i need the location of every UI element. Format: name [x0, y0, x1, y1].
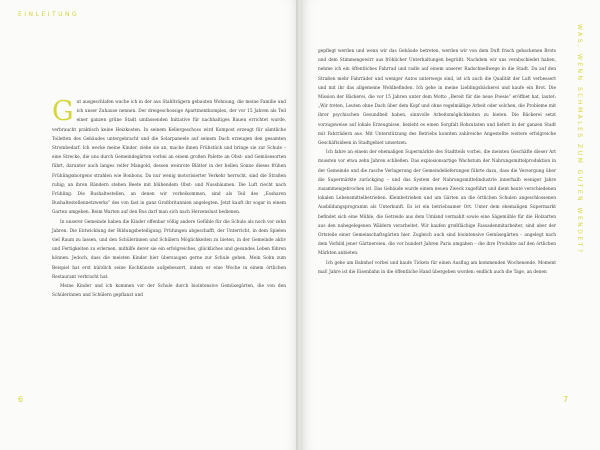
- paragraph: Meine Kinder und ich kommen vor der Schule durch biointensive Gemüsegärten, die von den Schülerinnen und Schülern gepflanzt und: [52, 284, 286, 299]
- page-number-right: 7: [563, 395, 569, 404]
- paragraph: gepflegt werden und wenn wir das Gebäude betreten, werden wir von dem Duft frisch gebackenen Brots und dem Stimmengewirr aus fröhlicher Unterhaltungen begrüßt. Nachdem wir uns verabschiedet haben, nehme ich ein öffentliches Fahrrad und radle auf einem unserer Radschnellwege in die Stadt. Da auf den Straßen mehr Fahrräder und weniger Autos unterwegs sind, ist ich auch die Qualität der Luft verbessert und mit ihr das allgemeine Wohlbefinden. Ich gehe in meine Lieblingsbäckerei und kaufe ein Brot. Die Mission der Bäckerei, die vor 15 Jahren unter dem Motto „Bereit für die neue Poesie“ eröffnet hat, lautet: „Wir treten, Leuten ohne Dach über dem Kopf und ohne regelmäßige Arbeit oder solchen, die Probleme mit ihrer psychischen Gesundheit haben, sinnvolle Arbeitsmöglichkeiten zu bieten. Die Bäckerei setzt vorzugsweise auf lokale Erzeugnisse, bezieht es einen Sorgfalt Rohzutaten und liefert in der ganzen Stadt mit Fahrrädern aus. Mit Unterstützung des Betriebs konnten zahlreiche Angestellte weitere erfolgreiche Geschäftsideen in Stadtgebiet umsetzen.: [318, 49, 556, 147]
- vertical-running-head: WAS, WENN SCHMALES ZUM GUTEN WENDET?: [576, 24, 583, 255]
- right-page: [302, 0, 600, 450]
- paragraph-text: ut ausgeschlafen wache ich in der aus Stahlträgern gebauten Wohnung, die meine Familie und ich unser Zuhause nennen. Der dreigeschossige Apartmentkomplex, der vor 15 Jahren als Teil einer ganzen grüne Stadt umfassenden Initiative für nachhaltiges Bauen errichtet wurde, verbraucht praktisch keine Heizkosten. In seinem Kellergeschoss wird Kompost erzeugt für sämtliche Toiletten des Gebäudes untergebracht und die Solarpaneele auf seinem Dach erzeugen den gesamten Strombedarf. Ich wecke meine Kinder, ziehe sie an, mache ihnen Frühstück und bringe sie zur Schule – eine Strecke, die uns durch Gemeindegärten vorbei an einem großen Palette an Obst- und Gemüsesorten führt, darunter auch langes reifer Mangold, dessen weinrote Blätter in der hellen Sonne dieses frühen Frühlingsmorgens strahlen wie Bonbons. Da nur wenig motorisierter Verkehr herrscht, sind die Straßen ruhig; an ihren Rändern stehen Beete mit blühendem Obst- und Nussbäumen. Die Luft riecht nach Frühling. Die Bushaltestellen, an denen wir vorbeikommen, sind als Teil des „Essbaren Bushaltestellennetzwerks“ des von fast in ganz Großbritannien angelegten. Jetzt kauft ihr sogar in einem Garten umgeben. Beim Warten auf den Bus darf man sich nach Herzenslust bedienen.: [52, 100, 286, 216]
- left-page-body: [52, 98, 286, 300]
- left-page: [0, 0, 298, 450]
- paragraph: Ich fahre an einem der ehemaligen Supermärkte des Stadtteils vorbei, die meisten Geschäfte dieser Art mussten vor etwa zehn Jahren schließen. Das explosionsartige Wachstum der Nahrungsmittelproduktion in der Gemeinde und die rasche Verlagerung der Gemeindelieferungen führte dazu, dass die Versorgung über die Supermärkte zurückging – und das System der Nahrungsmittelindustrie innerhalb weniger Jahre zusammengebrochen ist. Das Gebäude wurde einem neuen Zweck zugeführt und dient heute verschiedenen lokalen Lebensmittelbetrieben. Kleinbetrieben und um Gärten an die örtlichen Schulen angeschlossenen Ausbildungsprogramm als Unterkunft. Es ist ein betriebsamer Ort. Unter dem ehemaligen Supermarkt befindet sich eine Mühle, die Getreide aus dem Umland vermahlt sowie eine Sägemühle für die Holzarten aus den nahegelegenen Wäldern verarbeitet. Wir kaufen großflächige Fassadenmitarbeiter, sind aber der Ortsteile einer Gemeinschaftsgärten hier. Zugleich auch sind biointensive Gemüsegärten – angelegt nach dem Vorbild jener Gärtnereien, die vor hundert Jahren Paris umgaben – die ihre Produkte auf den örtlichen Märkten anbieten.: [318, 150, 556, 257]
- page-number-left: 6: [18, 395, 24, 404]
- paragraph: [52, 98, 286, 218]
- drop-cap: G: [52, 96, 74, 127]
- running-head: EINLEITUNG: [18, 11, 80, 18]
- right-page-body: [318, 47, 556, 277]
- paragraph: In unserer Gemeinde haben die Kinder offenbar völlig andere Gefühle für die Schule als noch vor zehn Jahren. Die Entwicklung der Bildungsbeteiligung. Prüfungen abgeschafft, der Unterricht, in dem Spielen viel Raum zu lassen, und den Schülerinnen und Schülern Möglichkeiten zu bieten, in der Gemeinde aktiv und Fertigkeiten zu erlernen, mithilfe derer sie ein erfolgreiches, glückliches und gesundes Leben führen können. Jedoch, dass die meisten Kinder hier übersaugen gerne zur Schule gehen. Mein Sohn zum Beispiel hat erst kürzlich seine Kochkünste aufgebessert, indem er eine Woche in einem örtlichen Restaurant verbracht hat.: [52, 219, 286, 280]
- paragraph: Ich gehe am Bahnhof vorbei und kaufe Tickets für einen Ausflug am kommenden Wochenende. Moment mal! Jahre ist die Eisenbahn in die öffentliche Hand übergeben worden: endlich auch die Tage, an denen: [318, 260, 556, 275]
